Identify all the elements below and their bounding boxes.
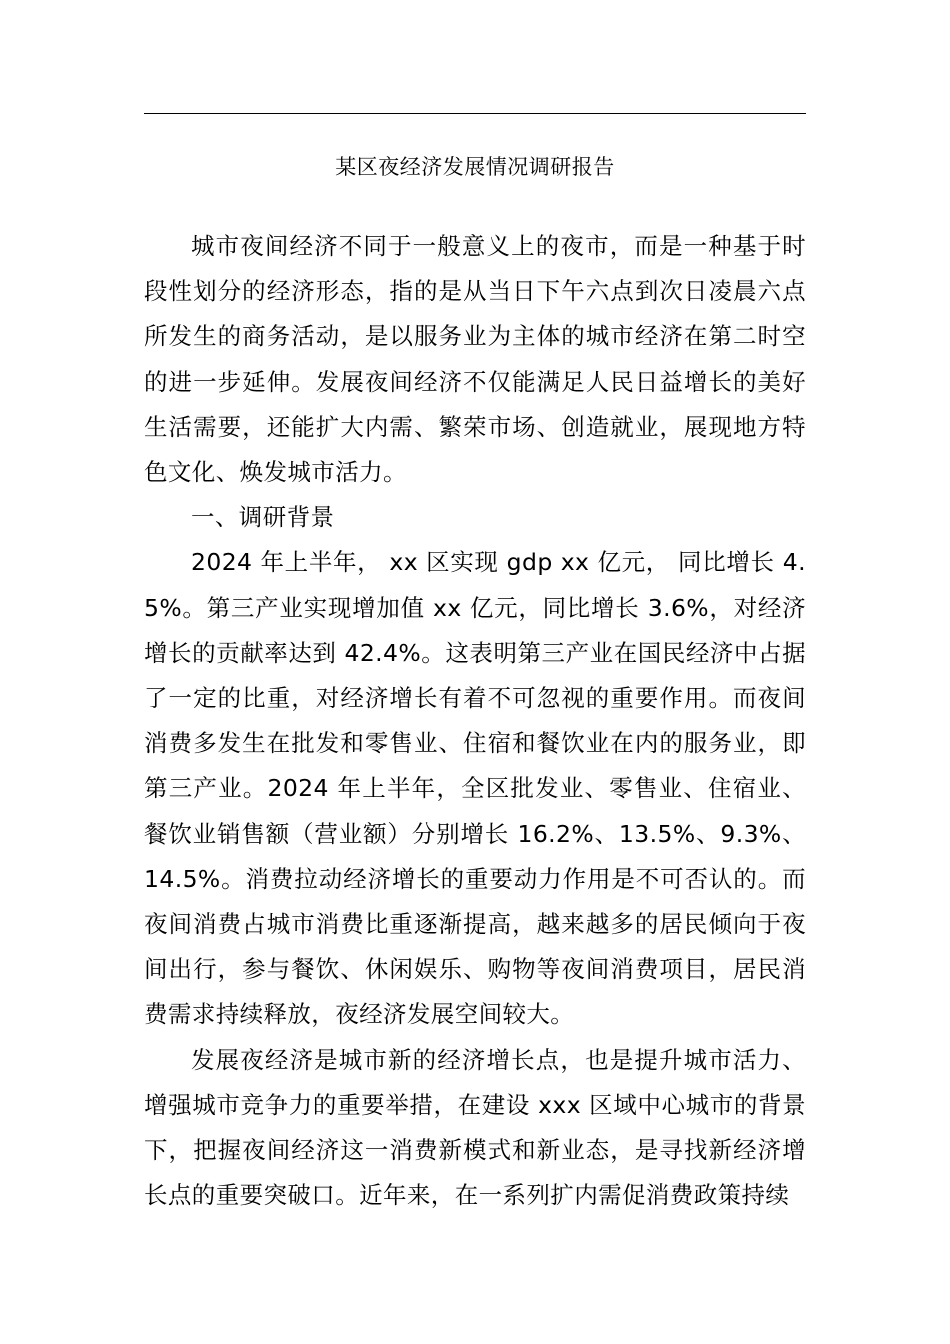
background-paragraph-1: 2024 年上半年， xx 区实现 gdp xx 亿元， 同比增长 4.5%。第三产业实现增加值 xx 亿元，同比增长 3.6%，对经济增长的贡献率达到 42.4%。这表明第三产业在国民经济中占据了一定的比重，对经济增长有着不可忽视的重要作用。而夜间消费多发生在批发和零售业、住宿和餐饮业在内的服务业，即第三产业。2024 年上半年，全区批发业、零售业、住宿业、餐饮业销售额（营业额）分别增长 16.2%、13.5%、9.3%、14.5%。消费拉动经济增长的重要动力作用是不可否认的。而夜间消费占城市消费比重逐渐提高，越来越多的居民倾向于夜间出行，参与餐饮、休闲娱乐、购物等夜间消费项目，居民消费需求持续释放，夜经济发展空间较大。 xyxy=(144,548,806,1029)
document-title: 某区夜经济发展情况调研报告 xyxy=(335,155,615,179)
background-paragraph-2: 发展夜经济是城市新的经济增长点，也是提升城市活力、增强城市竞争力的重要举措，在建设 xxx 区域中心城市的背景下，把握夜间经济这一消费新模式和新业态，是寻找新经济增长点的重要突破口。近年来，在一系列扩内需促消费政策持续 xyxy=(144,1045,806,1210)
section-heading: 一、调研背景 xyxy=(191,503,335,532)
document-body xyxy=(144,224,806,1218)
intro-paragraph: 城市夜间经济不同于一般意义上的夜市，而是一种基于时段性划分的经济形态，指的是从当日下午六点到次日凌晨六点所发生的商务活动，是以服务业为主体的城市经济在第二时空的进一步延伸。发展夜间经济不仅能满足人民日益增长的美好生活需要，还能扩大内需、繁荣市场、创造就业，展现地方特色文化、焕发城市活力。 xyxy=(144,232,806,487)
header-rule xyxy=(144,113,806,114)
